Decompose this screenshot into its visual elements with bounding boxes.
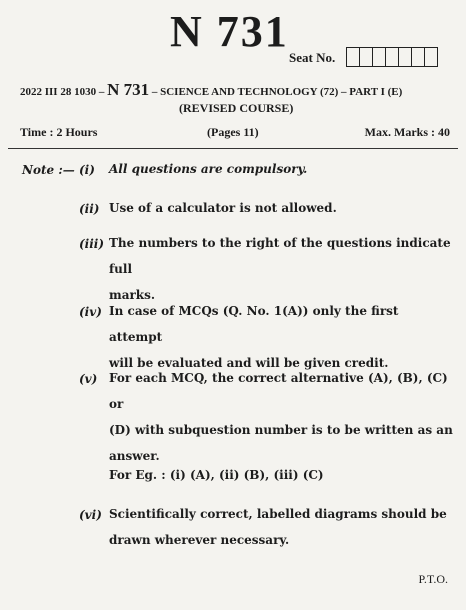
seat-number-label: Seat No.: [289, 50, 336, 65]
note-line: Use of a calculator is not allowed.: [109, 201, 337, 215]
note-line: will be evaluated and will be given credit.: [109, 356, 389, 370]
note-line: All questions are compulsory.: [109, 162, 308, 176]
note-item-number: (iv): [79, 305, 102, 319]
max-marks-label: Max. Marks : 40: [364, 125, 450, 139]
note-item-number: (i): [79, 163, 95, 177]
pages-label: (Pages 11): [207, 125, 259, 139]
seat-number-box: [346, 47, 360, 67]
note-item-number: (v): [79, 372, 98, 386]
seat-number-box: [424, 47, 438, 67]
seat-number-box: [398, 47, 412, 67]
note-item-number: (vi): [79, 508, 102, 522]
note-line: (D) with subquestion number is to be written as an: [109, 423, 453, 437]
seat-number-box: [411, 47, 425, 67]
note-item-number: (ii): [79, 202, 100, 216]
note-line: answer.: [109, 449, 160, 463]
seat-number-boxes: [347, 47, 438, 67]
time-label: Time : 2 Hours: [20, 125, 98, 139]
course-label: (REVISED COURSE): [179, 101, 294, 115]
header-prefix: 2022 III 28 1030 –: [20, 86, 105, 98]
seat-number-box: [385, 47, 399, 67]
seat-number-box: [372, 47, 386, 67]
note-item-number: (iii): [79, 237, 105, 251]
note-line: In case of MCQs (Q. No. 1(A)) only the first attempt: [109, 304, 399, 344]
note-item-text: [109, 230, 454, 308]
mcq-example: For Eg. : (i) (A), (ii) (B), (iii) (C): [109, 468, 324, 482]
note-line: Scientifically correct, labelled diagrams should be: [109, 507, 447, 521]
note-label: Note :—: [22, 163, 75, 177]
header-subject: – SCIENCE AND TECHNOLOGY (72) – PART I (E): [151, 86, 403, 98]
header-code: N 731: [107, 80, 150, 99]
note-item-text: [109, 365, 454, 469]
paper-code: N 731: [170, 7, 289, 56]
note-line: The numbers to the right of the questions indicate full: [109, 236, 451, 276]
pto-label: P.T.O.: [418, 572, 448, 586]
note-line: drawn wherever necessary.: [109, 533, 290, 547]
note-line: For each MCQ, the correct alternative (A), (B), (C) or: [109, 371, 448, 411]
note-item-text: [109, 156, 307, 182]
header-rule: [8, 148, 458, 149]
paper-header: [20, 80, 460, 100]
note-item-text: [109, 501, 454, 553]
note-item-text: [109, 195, 337, 221]
note-line: marks.: [109, 288, 156, 302]
seat-number-box: [359, 47, 373, 67]
